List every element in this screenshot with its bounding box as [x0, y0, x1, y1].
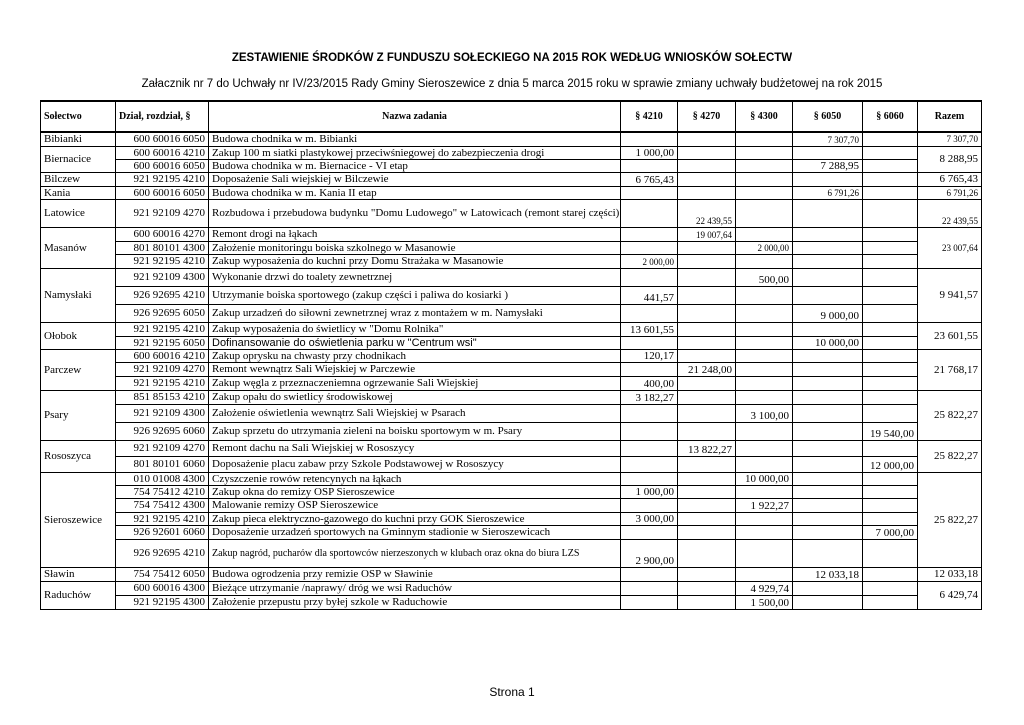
- cell-solectwo: Raduchów: [41, 581, 116, 609]
- table-row: [41, 525, 982, 539]
- cell-p4300: [736, 172, 793, 186]
- cell-p6060: [863, 595, 918, 609]
- cell-task-name: Doposażenie urzadzeń sportowych na Gminnym stadionie w Sieroszewicach: [209, 525, 621, 539]
- cell-p4210: [621, 595, 678, 609]
- cell-p6050: 10 000,00: [793, 336, 863, 349]
- cell-p4270: [678, 456, 736, 472]
- cell-p6050: [793, 376, 863, 390]
- cell-p4270: [678, 241, 736, 254]
- cell-p4210: 3 182,27: [621, 390, 678, 404]
- cell-task-name: Remont dachu na Sali Wiejskiej w Rososzycy: [209, 440, 621, 456]
- cell-p4210: [621, 227, 678, 241]
- cell-code: 010 01008 4300: [116, 472, 209, 485]
- table-row: [41, 422, 982, 440]
- table-header-row: [41, 101, 982, 132]
- cell-code: 600 60016 4210: [116, 349, 209, 362]
- table-row: [41, 581, 982, 595]
- header-nazwa: Nazwa zadania: [209, 101, 621, 132]
- cell-code: 600 60016 4300: [116, 581, 209, 595]
- cell-p4210: [621, 362, 678, 376]
- cell-task-name: Zakup wyposażenia do świetlicy w "Domu Rolnika": [209, 322, 621, 336]
- cell-task-name: Zakup okna do remizy OSP Sieroszewice: [209, 485, 621, 498]
- cell-p4300: [736, 512, 793, 525]
- cell-razem: 9 941,57: [918, 268, 982, 322]
- cell-p4300: 500,00: [736, 268, 793, 286]
- cell-task-name: Założenie monitoringu boiska szkolnego w Masanowie: [209, 241, 621, 254]
- cell-code: 921 92109 4300: [116, 404, 209, 422]
- cell-task-name: Zakup urzadzeń do siłowni zewnetrznej wraz z montażem w m. Namysłaki: [209, 304, 621, 322]
- cell-p6050: [793, 404, 863, 422]
- cell-code: 801 80101 4300: [116, 241, 209, 254]
- cell-task-name: Remont wewnątrz Sali Wiejskiej w Parczewie: [209, 362, 621, 376]
- cell-task-name: Założenie oświetlenia wewnątrz Sali Wiejskiej w Psarach: [209, 404, 621, 422]
- cell-task-name: Budowa chodnika w m. Kania II etap: [209, 186, 621, 199]
- cell-razem: 22 439,55: [918, 199, 982, 227]
- table-row: [41, 172, 982, 186]
- cell-p4270: [678, 581, 736, 595]
- cell-p4270: [678, 172, 736, 186]
- cell-razem: 6 791,26: [918, 186, 982, 199]
- cell-p6060: [863, 376, 918, 390]
- header-solectwo: Sołectwo: [41, 101, 116, 132]
- cell-solectwo: Biernacice: [41, 146, 116, 172]
- cell-p4270: [678, 304, 736, 322]
- cell-p6060: [863, 268, 918, 286]
- cell-p4270: [678, 186, 736, 199]
- cell-code: 921 92109 4270: [116, 440, 209, 456]
- table-row: [41, 539, 982, 567]
- cell-p6060: 7 000,00: [863, 525, 918, 539]
- cell-solectwo: Bilczew: [41, 172, 116, 186]
- cell-p4300: [736, 539, 793, 567]
- cell-p6050: [793, 268, 863, 286]
- cell-p4300: 1 500,00: [736, 595, 793, 609]
- header-4270: § 4270: [678, 101, 736, 132]
- cell-p6060: [863, 539, 918, 567]
- cell-code: 926 92695 6060: [116, 422, 209, 440]
- cell-p6060: [863, 286, 918, 304]
- table-row: [41, 186, 982, 199]
- cell-p6050: [793, 241, 863, 254]
- cell-p4270: [678, 376, 736, 390]
- cell-p6060: [863, 241, 918, 254]
- cell-p6060: [863, 349, 918, 362]
- cell-p4300: [736, 422, 793, 440]
- cell-code: 921 92195 4210: [116, 254, 209, 268]
- cell-p6060: 19 540,00: [863, 422, 918, 440]
- table-row: [41, 567, 982, 581]
- cell-p4270: [678, 132, 736, 146]
- table-row: [41, 485, 982, 498]
- cell-p6050: [793, 199, 863, 227]
- cell-p4210: [621, 498, 678, 512]
- cell-p4300: 4 929,74: [736, 581, 793, 595]
- table-row: [41, 456, 982, 472]
- cell-code: 921 92195 6050: [116, 336, 209, 349]
- cell-p6050: [793, 390, 863, 404]
- header-6050: § 6050: [793, 101, 863, 132]
- cell-razem: 25 822,27: [918, 440, 982, 472]
- cell-p4270: [678, 254, 736, 268]
- cell-p4270: [678, 268, 736, 286]
- cell-p6060: [863, 485, 918, 498]
- cell-p4300: [736, 362, 793, 376]
- cell-p6050: [793, 498, 863, 512]
- cell-task-name: Zakup oprysku na chwasty przy chodnikach: [209, 349, 621, 362]
- cell-p6050: [793, 349, 863, 362]
- cell-code: 921 92195 4300: [116, 595, 209, 609]
- cell-p6060: [863, 440, 918, 456]
- table-row: [41, 404, 982, 422]
- document-subtitle: Załacznik nr 7 do Uchwały nr IV/23/2015 Rady Gminy Sieroszewice z dnia 5 marca 2015 roku w sprawie zmiany uchwały budżetowej na rok 2015: [141, 78, 883, 90]
- cell-p4300: [736, 199, 793, 227]
- cell-p4270: 13 822,27: [678, 440, 736, 456]
- cell-p6060: [863, 322, 918, 336]
- cell-code: 851 85153 4210: [116, 390, 209, 404]
- cell-task-name: Utrzymanie boiska sportowego (zakup części i paliwa do kosiarki ): [209, 286, 621, 304]
- cell-task-name: Malowanie remizy OSP Sieroszewice: [209, 498, 621, 512]
- cell-p4210: 3 000,00: [621, 512, 678, 525]
- cell-p4210: 13 601,55: [621, 322, 678, 336]
- cell-p4270: 22 439,55: [678, 199, 736, 227]
- cell-solectwo: Psary: [41, 390, 116, 440]
- cell-p4210: [621, 268, 678, 286]
- cell-p4270: [678, 336, 736, 349]
- cell-p4300: [736, 336, 793, 349]
- table-row: [41, 268, 982, 286]
- cell-p4300: [736, 227, 793, 241]
- cell-p6050: [793, 286, 863, 304]
- cell-code: 921 92109 4300: [116, 268, 209, 286]
- cell-p4210: [621, 404, 678, 422]
- cell-p4300: 10 000,00: [736, 472, 793, 485]
- cell-code: 754 75412 4300: [116, 498, 209, 512]
- cell-p6060: [863, 159, 918, 172]
- table-row: [41, 132, 982, 146]
- cell-p4270: [678, 159, 736, 172]
- cell-p4210: 1 000,00: [621, 485, 678, 498]
- cell-p6060: [863, 304, 918, 322]
- page-footer: Strona 1: [489, 685, 535, 699]
- cell-p6060: [863, 199, 918, 227]
- cell-task-name: Zakup pieca elektryczno-gazowego do kuchni przy GOK Sieroszewice: [209, 512, 621, 525]
- cell-code: 926 92601 6060: [116, 525, 209, 539]
- cell-p4300: 1 922,27: [736, 498, 793, 512]
- cell-p6060: [863, 581, 918, 595]
- cell-p6060: [863, 512, 918, 525]
- cell-code: 921 92195 4210: [116, 512, 209, 525]
- cell-p4210: [621, 241, 678, 254]
- table-row: [41, 322, 982, 336]
- document-title: ZESTAWIENIE ŚRODKÓW Z FUNDUSZU SOŁECKIEGO NA 2015 ROK WEDŁUG WNIOSKÓW SOŁECTW: [231, 52, 793, 64]
- cell-razem: 25 822,27: [918, 390, 982, 440]
- table-row: [41, 440, 982, 456]
- cell-p4270: [678, 539, 736, 567]
- header-razem: Razem: [918, 101, 982, 132]
- cell-p4210: 400,00: [621, 376, 678, 390]
- cell-task-name: Bieżące utrzymanie /naprawy/ dróg we wsi Raduchów: [209, 581, 621, 595]
- cell-code: 754 75412 6050: [116, 567, 209, 581]
- cell-p4300: [736, 304, 793, 322]
- cell-p4210: [621, 472, 678, 485]
- cell-razem: 21 768,17: [918, 349, 982, 390]
- cell-task-name: Budowa chodnika w m. Bibianki: [209, 132, 621, 146]
- cell-razem: 7 307,70: [918, 132, 982, 146]
- cell-p4210: [621, 456, 678, 472]
- cell-p4270: [678, 404, 736, 422]
- cell-code: 754 75412 4210: [116, 485, 209, 498]
- cell-p4210: [621, 159, 678, 172]
- table-row: [41, 595, 982, 609]
- cell-p4270: [678, 595, 736, 609]
- cell-task-name: Doposażenie placu zabaw przy Szkole Podstawowej w Rososzycy: [209, 456, 621, 472]
- cell-p4300: [736, 186, 793, 199]
- cell-p6050: 12 033,18: [793, 567, 863, 581]
- cell-p4210: 441,57: [621, 286, 678, 304]
- cell-razem: 25 822,27: [918, 472, 982, 567]
- cell-p4270: [678, 472, 736, 485]
- cell-p4300: [736, 456, 793, 472]
- header-4300: § 4300: [736, 101, 793, 132]
- cell-p6050: 7 307,70: [793, 132, 863, 146]
- cell-task-name: Remont drogi na łąkach: [209, 227, 621, 241]
- cell-p4300: [736, 376, 793, 390]
- cell-razem: 12 033,18: [918, 567, 982, 581]
- table-row: [41, 304, 982, 322]
- table-row: [41, 227, 982, 241]
- cell-solectwo: Namysłaki: [41, 268, 116, 322]
- cell-p4270: [678, 422, 736, 440]
- cell-code: 921 92195 4210: [116, 172, 209, 186]
- cell-code: 600 60016 4210: [116, 146, 209, 159]
- cell-p6060: [863, 472, 918, 485]
- cell-p6060: [863, 404, 918, 422]
- cell-p6060: [863, 227, 918, 241]
- cell-p6060: [863, 146, 918, 159]
- cell-p4270: [678, 512, 736, 525]
- cell-p4270: [678, 286, 736, 304]
- cell-p6050: [793, 322, 863, 336]
- cell-p6060: [863, 132, 918, 146]
- table-row: [41, 512, 982, 525]
- cell-solectwo: Masanów: [41, 227, 116, 268]
- cell-code: 600 60016 6050: [116, 159, 209, 172]
- cell-p4270: [678, 567, 736, 581]
- cell-p4270: [678, 485, 736, 498]
- cell-p6050: [793, 172, 863, 186]
- cell-p6050: [793, 525, 863, 539]
- cell-p4210: [621, 581, 678, 595]
- cell-code: 921 92195 4210: [116, 376, 209, 390]
- cell-razem: 6 765,43: [918, 172, 982, 186]
- cell-p4270: 21 248,00: [678, 362, 736, 376]
- cell-p4300: [736, 525, 793, 539]
- header-4210: § 4210: [621, 101, 678, 132]
- table-row: [41, 336, 982, 349]
- cell-p6050: [793, 254, 863, 268]
- cell-p4300: [736, 146, 793, 159]
- cell-task-name: Wykonanie drzwi do toalety zewnetrznej: [209, 268, 621, 286]
- cell-p4300: [736, 567, 793, 581]
- cell-p4210: [621, 132, 678, 146]
- table-row: [41, 362, 982, 376]
- cell-p6050: [793, 512, 863, 525]
- cell-solectwo: Parczew: [41, 349, 116, 390]
- cell-p6060: [863, 336, 918, 349]
- cell-p4300: [736, 485, 793, 498]
- cell-p6050: [793, 227, 863, 241]
- cell-solectwo: Kania: [41, 186, 116, 199]
- table-row: [41, 199, 982, 227]
- cell-p6050: [793, 456, 863, 472]
- cell-code: 600 60016 6050: [116, 132, 209, 146]
- cell-razem: 23 007,64: [918, 227, 982, 268]
- cell-p6060: [863, 186, 918, 199]
- cell-p6050: [793, 485, 863, 498]
- table-row: [41, 390, 982, 404]
- cell-solectwo: Ołobok: [41, 322, 116, 349]
- table-row: [41, 146, 982, 159]
- cell-p4210: [621, 199, 678, 227]
- cell-p4270: 19 007,64: [678, 227, 736, 241]
- cell-p6060: 12 000,00: [863, 456, 918, 472]
- cell-code: 926 92695 4210: [116, 539, 209, 567]
- cell-code: 600 60016 4270: [116, 227, 209, 241]
- cell-task-name: Doposażenie Sali wiejskiej w Bilczewie: [209, 172, 621, 186]
- header-dzial: Dział, rozdział, §: [116, 101, 209, 132]
- cell-task-name: Rozbudowa i przebudowa budynku "Domu Ludowego" w Latowicach (remont starej części): [209, 199, 621, 227]
- cell-p6050: [793, 539, 863, 567]
- cell-task-name: Zakup węgla z przeznaczeniemna ogrzewanie Sali Wiejskiej: [209, 376, 621, 390]
- cell-task-name: Dofinansowanie do oświetlenia parku w "Centrum wsi": [209, 336, 621, 349]
- cell-p6050: [793, 440, 863, 456]
- cell-task-name: Zakup 100 m siatki plastykowej przeciwśniegowej do zabezpieczenia drogi: [209, 146, 621, 159]
- cell-p6060: [863, 362, 918, 376]
- cell-p4210: [621, 440, 678, 456]
- cell-task-name: Zakup wyposażenia do kuchni przy Domu Strażaka w Masanowie: [209, 254, 621, 268]
- table-row: [41, 286, 982, 304]
- cell-p4210: 120,17: [621, 349, 678, 362]
- cell-task-name: Zakup nagród, pucharów dla sportowców nierzeszonych w klubach oraz okna do biura LZS: [209, 539, 621, 567]
- table-row: [41, 254, 982, 268]
- cell-p6060: [863, 254, 918, 268]
- cell-code: 926 92695 6050: [116, 304, 209, 322]
- cell-p4270: [678, 322, 736, 336]
- cell-task-name: Budowa chodnika w m. Biernacice - VI etap: [209, 159, 621, 172]
- cell-p6060: [863, 498, 918, 512]
- cell-code: 921 92195 4210: [116, 322, 209, 336]
- cell-p4270: [678, 390, 736, 404]
- cell-p4270: [678, 525, 736, 539]
- cell-p4210: [621, 304, 678, 322]
- cell-p6050: [793, 146, 863, 159]
- cell-p4210: [621, 336, 678, 349]
- cell-p4300: [736, 254, 793, 268]
- cell-razem: 23 601,55: [918, 322, 982, 349]
- cell-p4210: 6 765,43: [621, 172, 678, 186]
- header-6060: § 6060: [863, 101, 918, 132]
- cell-p6050: 6 791,26: [793, 186, 863, 199]
- table-row: [41, 376, 982, 390]
- cell-p4300: 3 100,00: [736, 404, 793, 422]
- cell-p4270: [678, 349, 736, 362]
- cell-p4300: [736, 159, 793, 172]
- cell-p6060: [863, 390, 918, 404]
- cell-p4210: 1 000,00: [621, 146, 678, 159]
- cell-razem: 8 288,95: [918, 146, 982, 172]
- cell-solectwo: Rososzyca: [41, 440, 116, 472]
- cell-p6050: 7 288,95: [793, 159, 863, 172]
- cell-p4270: [678, 146, 736, 159]
- cell-solectwo: Bibianki: [41, 132, 116, 146]
- cell-code: 921 92109 4270: [116, 199, 209, 227]
- cell-p4210: [621, 186, 678, 199]
- cell-solectwo: Sławin: [41, 567, 116, 581]
- table-row: [41, 159, 982, 172]
- cell-p4300: 2 000,00: [736, 241, 793, 254]
- cell-solectwo: Sieroszewice: [41, 472, 116, 567]
- cell-task-name: Zakup sprzetu do utrzymania zieleni na boisku sportowym w m. Psary: [209, 422, 621, 440]
- cell-p4300: [736, 322, 793, 336]
- table-row: [41, 349, 982, 362]
- table-row: [41, 472, 982, 485]
- cell-p4210: 2 000,00: [621, 254, 678, 268]
- cell-task-name: Założenie przepustu przy byłej szkole w Raduchowie: [209, 595, 621, 609]
- cell-p6050: [793, 472, 863, 485]
- cell-p4210: [621, 525, 678, 539]
- cell-code: 921 92109 4270: [116, 362, 209, 376]
- cell-razem: 6 429,74: [918, 581, 982, 609]
- cell-code: 801 80101 6060: [116, 456, 209, 472]
- cell-p6060: [863, 172, 918, 186]
- cell-p6050: [793, 362, 863, 376]
- cell-solectwo: Latowice: [41, 199, 116, 227]
- cell-code: 600 60016 6050: [116, 186, 209, 199]
- cell-p6050: [793, 422, 863, 440]
- cell-p4210: [621, 567, 678, 581]
- cell-p4300: [736, 286, 793, 304]
- funds-table: [40, 100, 982, 610]
- cell-p4210: [621, 422, 678, 440]
- cell-task-name: Zakup opału do swietlicy środowiskowej: [209, 390, 621, 404]
- cell-p4300: [736, 440, 793, 456]
- cell-task-name: Czyszczenie rowów retencynych na łąkach: [209, 472, 621, 485]
- cell-p6050: 9 000,00: [793, 304, 863, 322]
- cell-p6050: [793, 581, 863, 595]
- cell-code: 926 92695 4210: [116, 286, 209, 304]
- table-row: [41, 241, 982, 254]
- cell-p4210: 2 900,00: [621, 539, 678, 567]
- cell-p4300: [736, 132, 793, 146]
- cell-p4300: [736, 390, 793, 404]
- table-row: [41, 498, 982, 512]
- cell-p6060: [863, 567, 918, 581]
- cell-p4270: [678, 498, 736, 512]
- cell-task-name: Budowa ogrodzenia przy remizie OSP w Sławinie: [209, 567, 621, 581]
- cell-p6050: [793, 595, 863, 609]
- cell-p4300: [736, 349, 793, 362]
